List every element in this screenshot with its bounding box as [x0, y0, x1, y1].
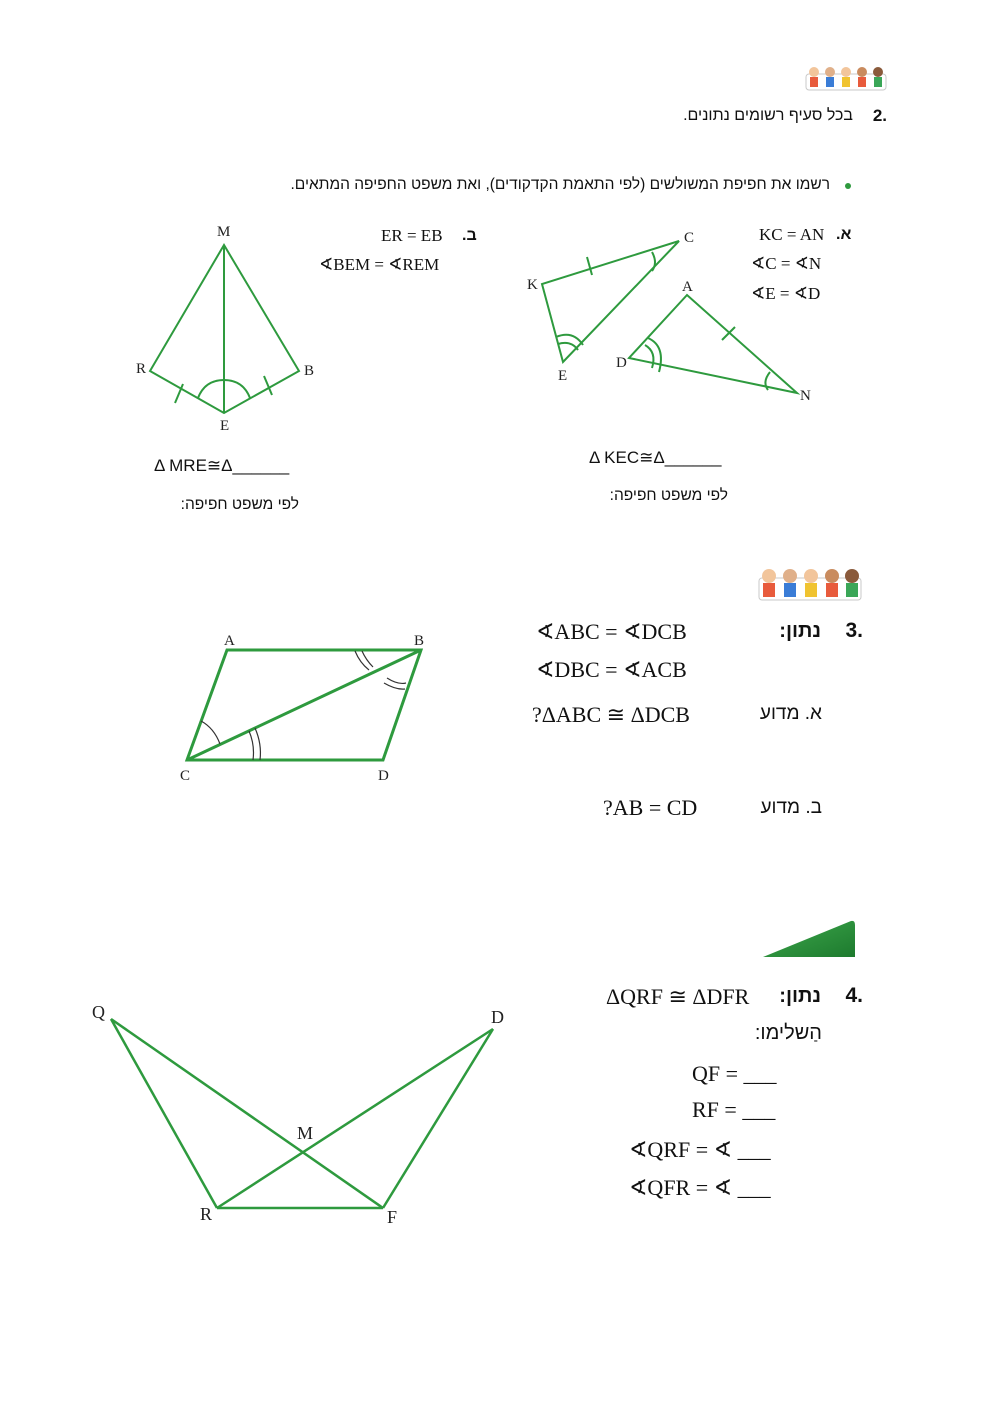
part-b-label: ב. [462, 227, 477, 244]
vertex-b: B [304, 363, 315, 379]
question-3-part-b-label: ב. מדוע [760, 797, 822, 818]
vertex-d: D [378, 768, 389, 784]
vertex-e: E [558, 368, 568, 384]
question-4-given-label: נתון: [779, 985, 821, 1007]
vertex-m: M [217, 224, 231, 240]
question-2-bullet-text: רשמו את חפיפת המשולשים (לפי התאמת הקדקודים), ואת משפט החפיפה המתאים. [290, 176, 830, 193]
question-4-complete-label: הַשלימו: [754, 1022, 822, 1044]
question-4-line-3: ∢QRF = ∢ ___ [629, 1137, 771, 1162]
vertex-d: D [616, 355, 627, 371]
vertex-b: B [414, 633, 425, 649]
part-a-theorem-prompt: לפי משפט חפיפה: [609, 487, 728, 504]
part-b-given-2: ∢BEM = ∢REM [319, 255, 440, 274]
question-4-line-4: ∢QFR = ∢ ___ [629, 1175, 771, 1200]
part-b-answer: Δ MRE≅Δ______ [154, 456, 290, 475]
vertex-f: F [387, 1207, 398, 1227]
vertex-a: A [224, 633, 235, 649]
vertex-e2: E [220, 418, 230, 434]
vertex-c: C [684, 230, 695, 246]
segment-qf [111, 1019, 383, 1208]
question-3-given-1: ∢ABC = ∢DCB [536, 619, 687, 644]
part-a-given-1: KC = AN [759, 225, 825, 244]
question-3-given-2: ∢DBC = ∢ACB [536, 657, 687, 682]
question-2-number: 2. [872, 106, 887, 125]
question-4-line-2: RF = ___ [692, 1097, 776, 1122]
vertex-n: N [800, 388, 811, 404]
question-4-given-expr: ΔQRF ≅ ΔDFR [606, 984, 750, 1009]
part-b-given-1: ER = EB [381, 226, 443, 245]
vertex-r: R [200, 1204, 213, 1224]
segment-df [383, 1029, 493, 1208]
question-3-part-a-expr: ?ΔABC ≅ ΔDCB [532, 702, 690, 727]
question-4-line-1: QF = ___ [692, 1061, 777, 1086]
part-a-given-3: ∢E = ∢D [751, 284, 821, 303]
question-3-number: 3. [845, 619, 863, 642]
segment-qr [111, 1019, 217, 1208]
question-3-part-b-expr: ?AB = CD [603, 795, 698, 820]
part-a-label: א. [836, 226, 852, 243]
vertex-d: D [491, 1007, 504, 1027]
vertex-m: M [297, 1123, 314, 1143]
vertex-k: K [527, 277, 538, 293]
question-4-number: 4. [845, 984, 863, 1007]
question-3-given-label: נתון: [779, 620, 821, 642]
question-2-instruction: בכל סעיף רשומים נתונים. [683, 107, 853, 124]
vertex-r: R [136, 361, 147, 377]
part-b-theorem-prompt: לפי משפט חפיפה: [180, 496, 299, 513]
vertex-a: A [682, 279, 693, 295]
question-3-part-a-label: א. מדוע [759, 703, 822, 724]
part-a-given-2: ∢C = ∢N [751, 254, 822, 273]
vertex-q: Q [92, 1002, 105, 1022]
part-a-answer: Δ KEC≅Δ______ [589, 448, 722, 467]
segment-dr [217, 1029, 493, 1208]
vertex-c: C [180, 768, 191, 784]
